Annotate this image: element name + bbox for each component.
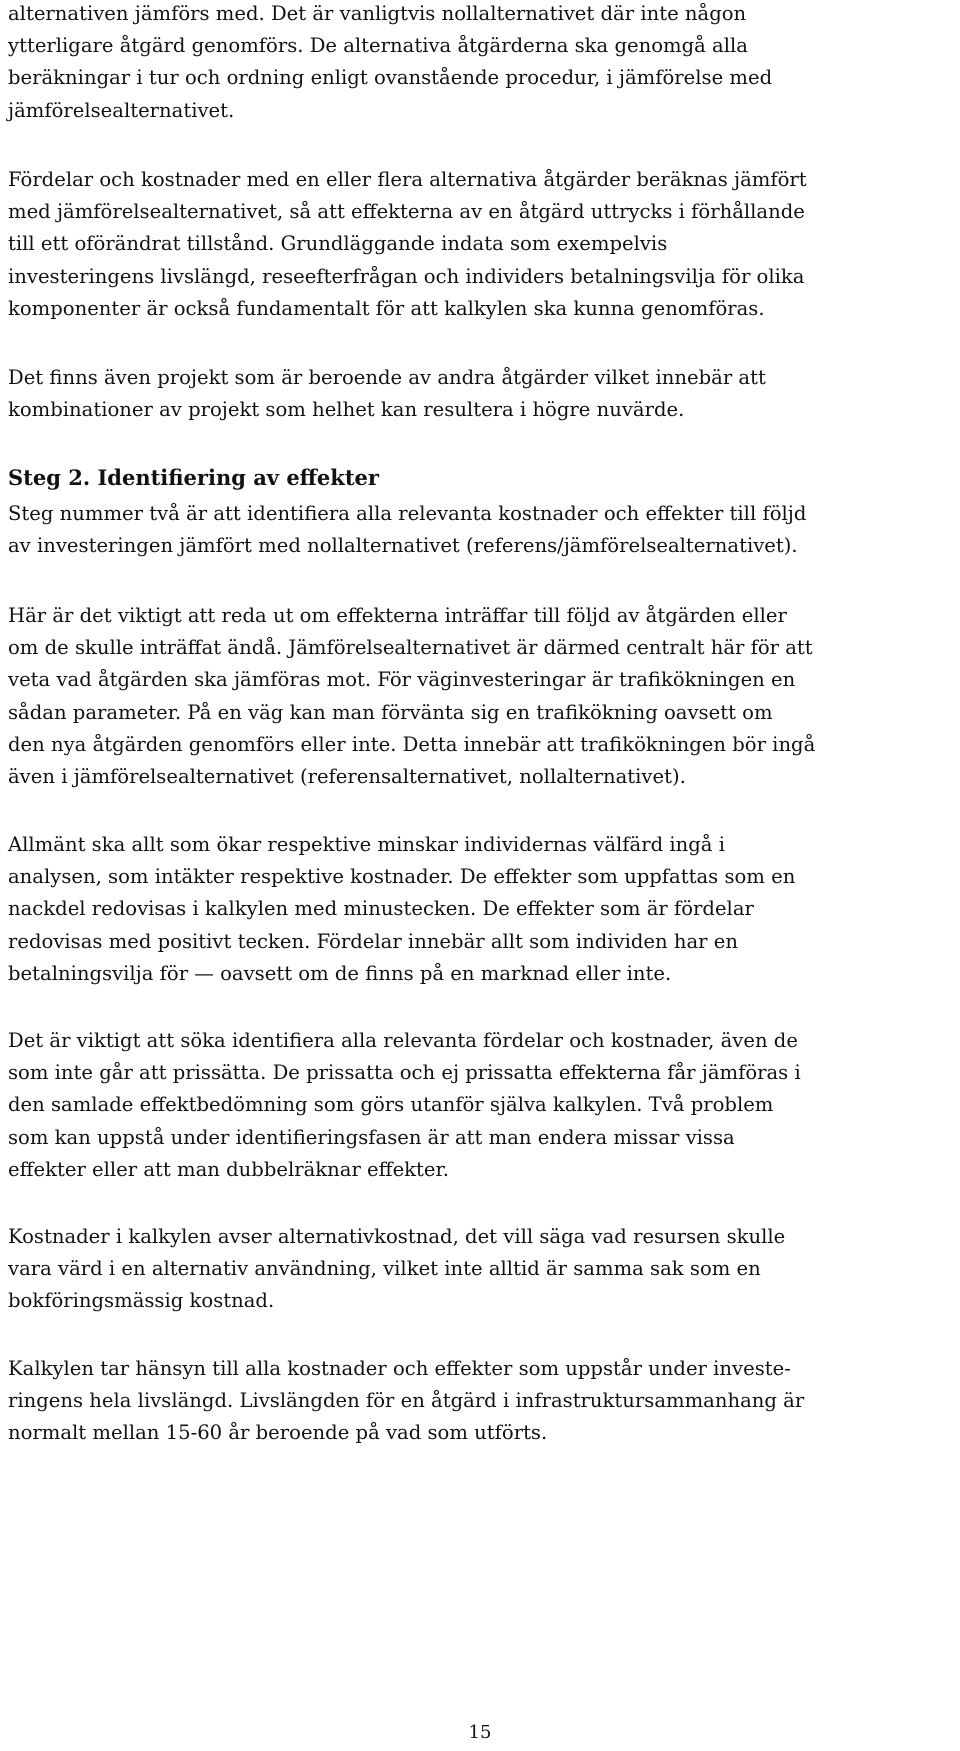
text-line: analysen, som intäkter respektive kostnader. De effekter som uppfattas som en: [8, 865, 796, 889]
text-line: nackdel redovisas i kalkylen med minustecken. De effekter som är fördelar: [8, 897, 754, 921]
text-line: veta vad åtgärden ska jämföras mot. För väginvesteringar är trafikökningen en: [8, 668, 796, 692]
paragraph-6: [8, 829, 958, 990]
text-line: Kalkylen tar hänsyn till alla kostnader och effekter som uppstår under investe-: [8, 1357, 791, 1380]
text-line: som kan uppstå under identifieringsfasen är att man endera missar vissa: [8, 1125, 735, 1149]
text-line: Det är viktigt att söka identifiera alla relevanta fördelar och kostnader, även de: [8, 1029, 798, 1052]
paragraph-8: [8, 1221, 958, 1318]
text-line: ringens hela livslängd. Livslängden för en åtgärd i infrastruktursammanhang är: [8, 1389, 805, 1413]
text-line: av investeringen jämfört med nollalternativet (referens/jämförelsealternativet).: [8, 534, 798, 558]
text-line: effekter eller att man dubbelräknar effekter.: [8, 1157, 449, 1181]
paragraph-4: [8, 498, 958, 562]
text-line: till ett oförändrat tillstånd. Grundläggande indata som exempelvis: [8, 232, 668, 256]
text-line: vara värd i en alternativ användning, vilket inte alltid är samma sak som en: [8, 1257, 761, 1281]
text-line: om de skulle inträffat ändå. Jämförelsealternativet är därmed centralt här för att: [8, 636, 813, 660]
text-line: beräkningar i tur och ordning enligt ovanstående procedur, i jämförelse med: [8, 66, 773, 90]
page-number: 15: [468, 1722, 492, 1743]
text-line: investeringens livslängd, reseefterfrågan och individers betalningsvilja för olika: [8, 264, 805, 288]
text-line: den nya åtgärden genomförs eller inte. Detta innebär att trafikökningen bör ingå: [8, 732, 816, 756]
text-line: normalt mellan 15-60 år beroende på vad som utförts.: [8, 1421, 548, 1445]
text-line: betalningsvilja för — oavsett om de finns på en marknad eller inte.: [8, 961, 672, 985]
text-line: bokföringsmässig kostnad.: [8, 1289, 275, 1313]
text-line: med jämförelsealternativet, så att effekterna av en åtgärd uttrycks i förhållande: [8, 200, 805, 224]
text-line: ytterligare åtgärd genomförs. De alternativa åtgärderna ska genomgå alla: [8, 34, 748, 58]
text-line: Allmänt ska allt som ökar respektive minskar individernas välfärd ingå i: [8, 833, 725, 856]
text-line: sådan parameter. På en väg kan man förvänta sig en trafikökning oavsett om: [8, 700, 773, 724]
text-line: Här är det viktigt att reda ut om effekterna inträffar till följd av åtgärden eller: [8, 604, 787, 627]
text-line: Steg nummer två är att identifiera alla relevanta kostnader och effekter till följd: [8, 502, 807, 525]
text-line: även i jämförelsealternativet (referensalternativet, nollalternativet).: [8, 765, 686, 789]
text-line: alternativen jämförs med. Det är vanligtvis nollalternativet där inte någon: [8, 2, 747, 25]
text-line: Det finns även projekt som är beroende av andra åtgärder vilket innebär att: [8, 366, 766, 389]
text-line: komponenter är också fundamentalt för att kalkylen ska kunna genomföras.: [8, 296, 765, 320]
paragraph-9: [8, 1353, 958, 1450]
text-line: som inte går att prissätta. De prissatta och ej prissatta effekterna får jämföras i: [8, 1061, 801, 1085]
text-line: Fördelar och kostnader med en eller flera alternativa åtgärder beräknas jämfört: [8, 168, 807, 191]
text-line: kombinationer av projekt som helhet kan resultera i högre nuvärde.: [8, 398, 685, 422]
paragraph-3: [8, 362, 958, 426]
text-line: jämförelsealternativet.: [8, 98, 235, 122]
text-line: redovisas med positivt tecken. Fördelar innebär allt som individen har en: [8, 929, 738, 953]
paragraph-2: [8, 164, 958, 325]
text-line: den samlade effektbedömning som görs utanför själva kalkylen. Två problem: [8, 1093, 774, 1117]
paragraph-1: [8, 0, 958, 127]
section-heading: Steg 2. Identifiering av effekter: [8, 465, 379, 490]
paragraph-7: [8, 1025, 958, 1186]
paragraph-5: [8, 600, 958, 793]
text-line: Kostnader i kalkylen avser alternativkostnad, det vill säga vad resursen skulle: [8, 1225, 786, 1248]
